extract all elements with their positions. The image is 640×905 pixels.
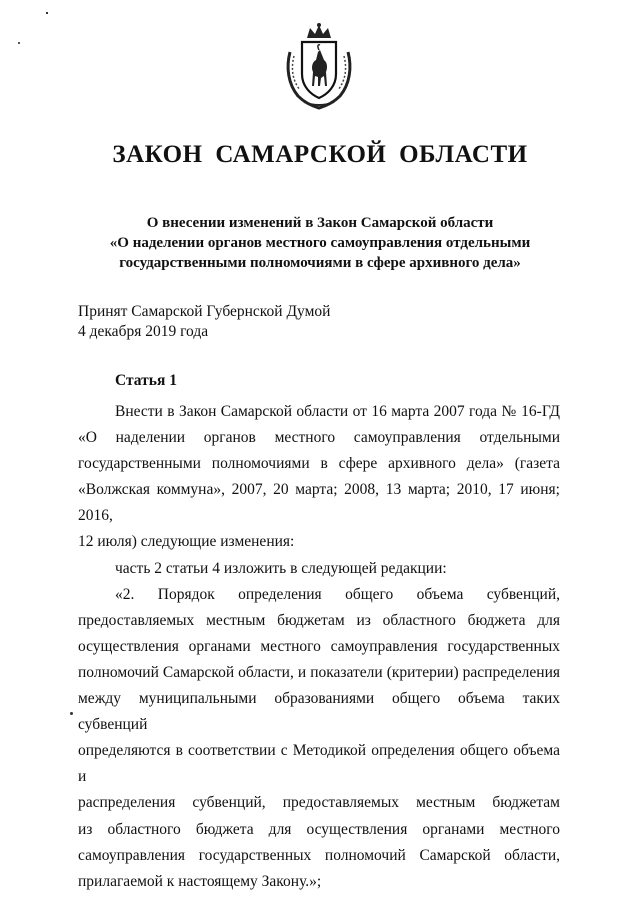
subtitle-line: «О наделении органов местного самоуправления отдельными: [109, 235, 531, 251]
article-heading: Статья 1: [115, 372, 177, 389]
paragraph-line: самоуправления государственных полномочий Самарской области,: [78, 846, 560, 864]
adoption-line: Принят Самарской Губернской Думой: [78, 303, 331, 320]
paragraph-line: полномочий Самарской области, и показатели (критерии) распределения: [78, 663, 560, 681]
article-body: [78, 399, 560, 895]
subtitle-line: О внесении изменений в Закон Самарской области: [146, 215, 494, 231]
adoption-date: 4 декабря 2019 года: [78, 323, 209, 340]
adoption-note: [78, 302, 330, 342]
paragraph-line: прилагаемой к настоящему Закону.»;: [78, 872, 322, 890]
scan-speck: [46, 12, 48, 14]
paragraph-line: «Волжская коммуна», 2007, 20 марта; 2008, 13 марта; 2010, 17 июня; 2016,: [78, 481, 560, 525]
paragraph-line: распределения субвенций, предоставляемых местным бюджетам: [78, 794, 560, 812]
document-title: ЗАКОН САМАРСКОЙ ОБЛАСТИ: [112, 141, 528, 168]
scan-speck: [70, 712, 73, 715]
paragraph-line: предоставляемых местным бюджетам из областного бюджета для: [78, 611, 560, 629]
samara-region-coat-of-arms-icon: [282, 22, 356, 110]
subtitle-line: государственными полномочиями в сфере архивного дела»: [119, 255, 521, 271]
paragraph-line: между муниципальными образованиями общего объема таких субвенций: [78, 690, 560, 734]
paragraph-line: государственными полномочиями в сфере архивного дела» (газета: [78, 455, 560, 473]
paragraph-line: «О наделении органов местного самоуправления отдельными: [78, 429, 560, 447]
scan-speck: [18, 42, 20, 44]
paragraph-line: осуществления органами местного самоуправления государственных: [78, 637, 560, 655]
paragraph-line: часть 2 статьи 4 изложить в следующей редакции:: [115, 559, 447, 577]
paragraph-line: определяются в соответствии с Методикой определения общего объема и: [78, 742, 560, 786]
paragraph-line: «2. Порядок определения общего объема субвенций,: [115, 585, 560, 603]
paragraph-line: из областного бюджета для осуществления органами местного: [78, 820, 560, 838]
document-subtitle: [60, 213, 580, 273]
paragraph-line: Внести в Закон Самарской области от 16 марта 2007 года № 16-ГД: [115, 403, 560, 420]
paragraph-line: 12 июля) следующие изменения:: [78, 533, 295, 551]
